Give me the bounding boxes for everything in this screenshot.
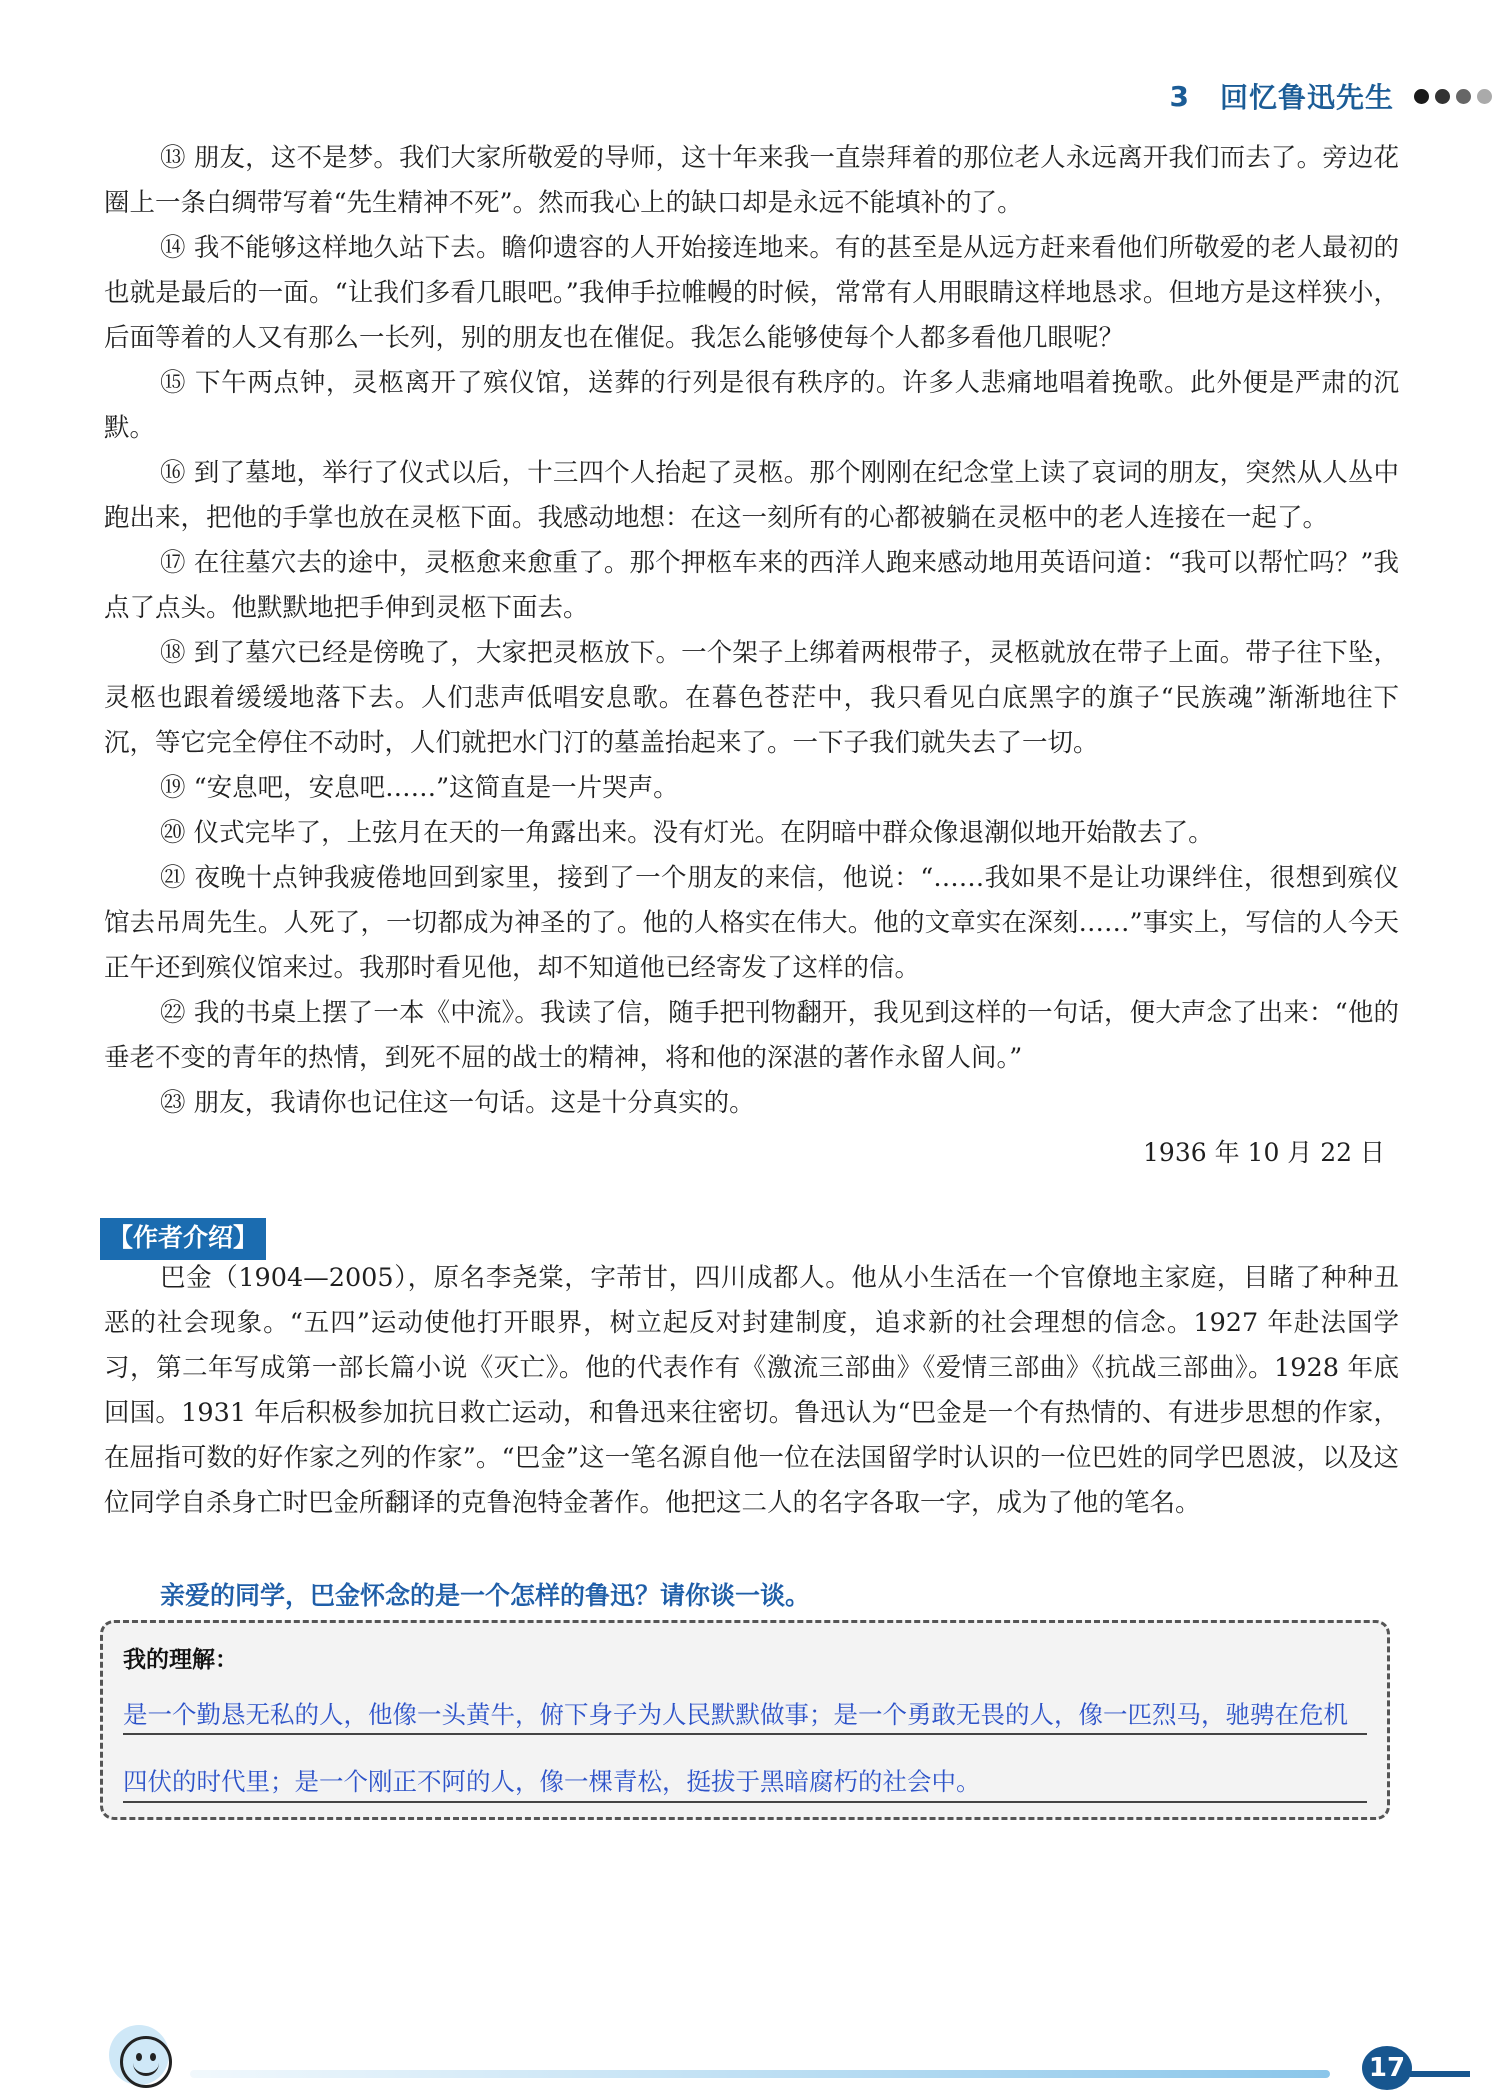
paragraph-22: ㉒ 我的书桌上摆了一本《中流》。我读了信，随手把刊物翻开，我见到这样的一句话，便大声念了出来：“他的垂老不变的青年的热情，到死不屈的战士的精神，将和他的深湛的著作永留人间。” [104, 998, 1399, 1073]
paragraph-13: ⑬ 朋友，这不是梦。我们大家所敬爱的导师，这十年来我一直崇拜着的那位老人永远离开我们而去了。旁边花圈上一条白绸带写着“先生精神不死”。然而我心上的缺口却是永远不能填补的了。 [104, 143, 1399, 218]
smiley-icon [120, 2036, 172, 2088]
paragraph-20: ⑳ 仪式完毕了，上弦月在天的一角露出来。没有灯光。在阴暗中群众像退潮似地开始散去了。 [160, 818, 1214, 848]
author-intro [104, 1256, 1399, 1526]
paragraph-15: ⑮ 下午两点钟，灵柩离开了殡仪馆，送葬的行列是很有秩序的。许多人悲痛地唱着挽歌。此外便是严肃的沉默。 [104, 368, 1399, 443]
paragraph-23: ㉓ 朋友，我请你也记住这一句话。这是十分真实的。 [160, 1088, 755, 1118]
paragraph-21: ㉑ 夜晚十点钟我疲倦地回到家里，接到了一个朋友的来信，他说：“……我如果不是让功课绊住，很想到殡仪馆去吊周先生。人死了，一切都成为神圣的了。他的人格实在伟大。他的文章实在深刻……”事实上，写信的人今天正午还到殡仪馆来过。我那时看见他，却不知道他已经寄发了这样的信。 [104, 863, 1399, 983]
page-header [1170, 72, 1493, 120]
answer-text: 是一个勤恳无私的人，他像一头黄牛，俯下身子为人民默默做事；是一个勇敢无畏的人，像一匹烈马，驰骋在危机四伏的时代里；是一个刚正不阿的人，像一棵青松，挺拔于黑暗腐朽的社会中。 [123, 1700, 1348, 1796]
footer-bar-tail [1410, 2071, 1470, 2077]
answer-box [100, 1620, 1390, 1820]
header-dots-decoration [1414, 89, 1492, 104]
lesson-title: 回忆鲁迅先生 [1219, 81, 1394, 114]
paragraph-14: ⑭ 我不能够这样地久站下去。瞻仰遗容的人开始接连地来。有的甚至是从远方赶来看他们所敬爱的老人最初的也就是最后的一面。“让我们多看几眼吧。”我伸手拉帷幔的时候，常常有人用眼睛这样地恳求。但地方是这样狭小，后面等着的人又有那么一长列，别的朋友也在催促。我怎么能够使每个人都多看他几眼呢？ [104, 233, 1399, 353]
paragraph-16: ⑯ 到了墓地，举行了仪式以后，十三四个人抬起了灵柩。那个刚刚在纪念堂上读了哀词的朋友，突然从人丛中跑出来，把他的手掌也放在灵柩下面。我感动地想：在这一刻所有的心都被躺在灵柩中的老人连接在一起了。 [104, 458, 1399, 533]
lesson-number: 3 [1169, 79, 1190, 113]
article-body [104, 136, 1399, 1175]
paragraph-17: ⑰ 在往墓穴去的途中，灵柩愈来愈重了。那个押柩车来的西洋人跑来感动地用英语问道：“我可以帮忙吗？”我点了点头。他默默地把手伸到灵柩下面去。 [104, 548, 1399, 623]
discussion-question: 亲爱的同学，巴金怀念的是一个怎样的鲁迅？请你谈一谈。 [160, 1581, 811, 1610]
author-intro-tag: 【作者介绍】 [100, 1218, 266, 1260]
footer-bar [190, 2070, 1330, 2078]
paragraph-18: ⑱ 到了墓穴已经是傍晚了，大家把灵柩放下。一个架子上绑着两根带子，灵柩就放在带子上面。带子往下坠，灵柩也跟着缓缓地落下去。人们悲声低唱安息歌。在暮色苍茫中，我只看见白底黑字的旗子“民族魂”渐渐地往下沉，等它完全停住不动时，人们就把水门汀的墓盖抬起来了。一下子我们就失去了一切。 [104, 638, 1399, 758]
answer-label: 我的理解： [123, 1647, 238, 1673]
article-date: 1936 年 10 月 22 日 [1143, 1138, 1385, 1167]
page-number: 17 [1362, 2046, 1412, 2090]
paragraph-19: ⑲ “安息吧，安息吧……”这简直是一片哭声。 [160, 773, 679, 803]
author-intro-text: 巴金（1904—2005），原名李尧棠，字芾甘，四川成都人。他从小生活在一个官僚地主家庭，目睹了种种丑恶的社会现象。“五四”运动使他打开眼界，树立起反对封建制度，追求新的社会理想的信念。1927 年赴法国学习，第二年写成第一部长篇小说《灭亡》。他的代表作有《激流三部曲》《爱情三部曲》《抗战三部曲》。1928 年底回国。1931 年后积极参加抗日救亡运动，和鲁迅来往密切。鲁迅认为“巴金是一个有热情的、有进步思想的作家，在屈指可数的好作家之列的作家”。“巴金”这一笔名源自他一位在法国留学时认识的一位巴姓的同学巴恩波，以及这位同学自杀身亡时巴金所翻译的克鲁泡特金著作。他把这二人的名字各取一字，成为了他的笔名。 [104, 1263, 1399, 1518]
